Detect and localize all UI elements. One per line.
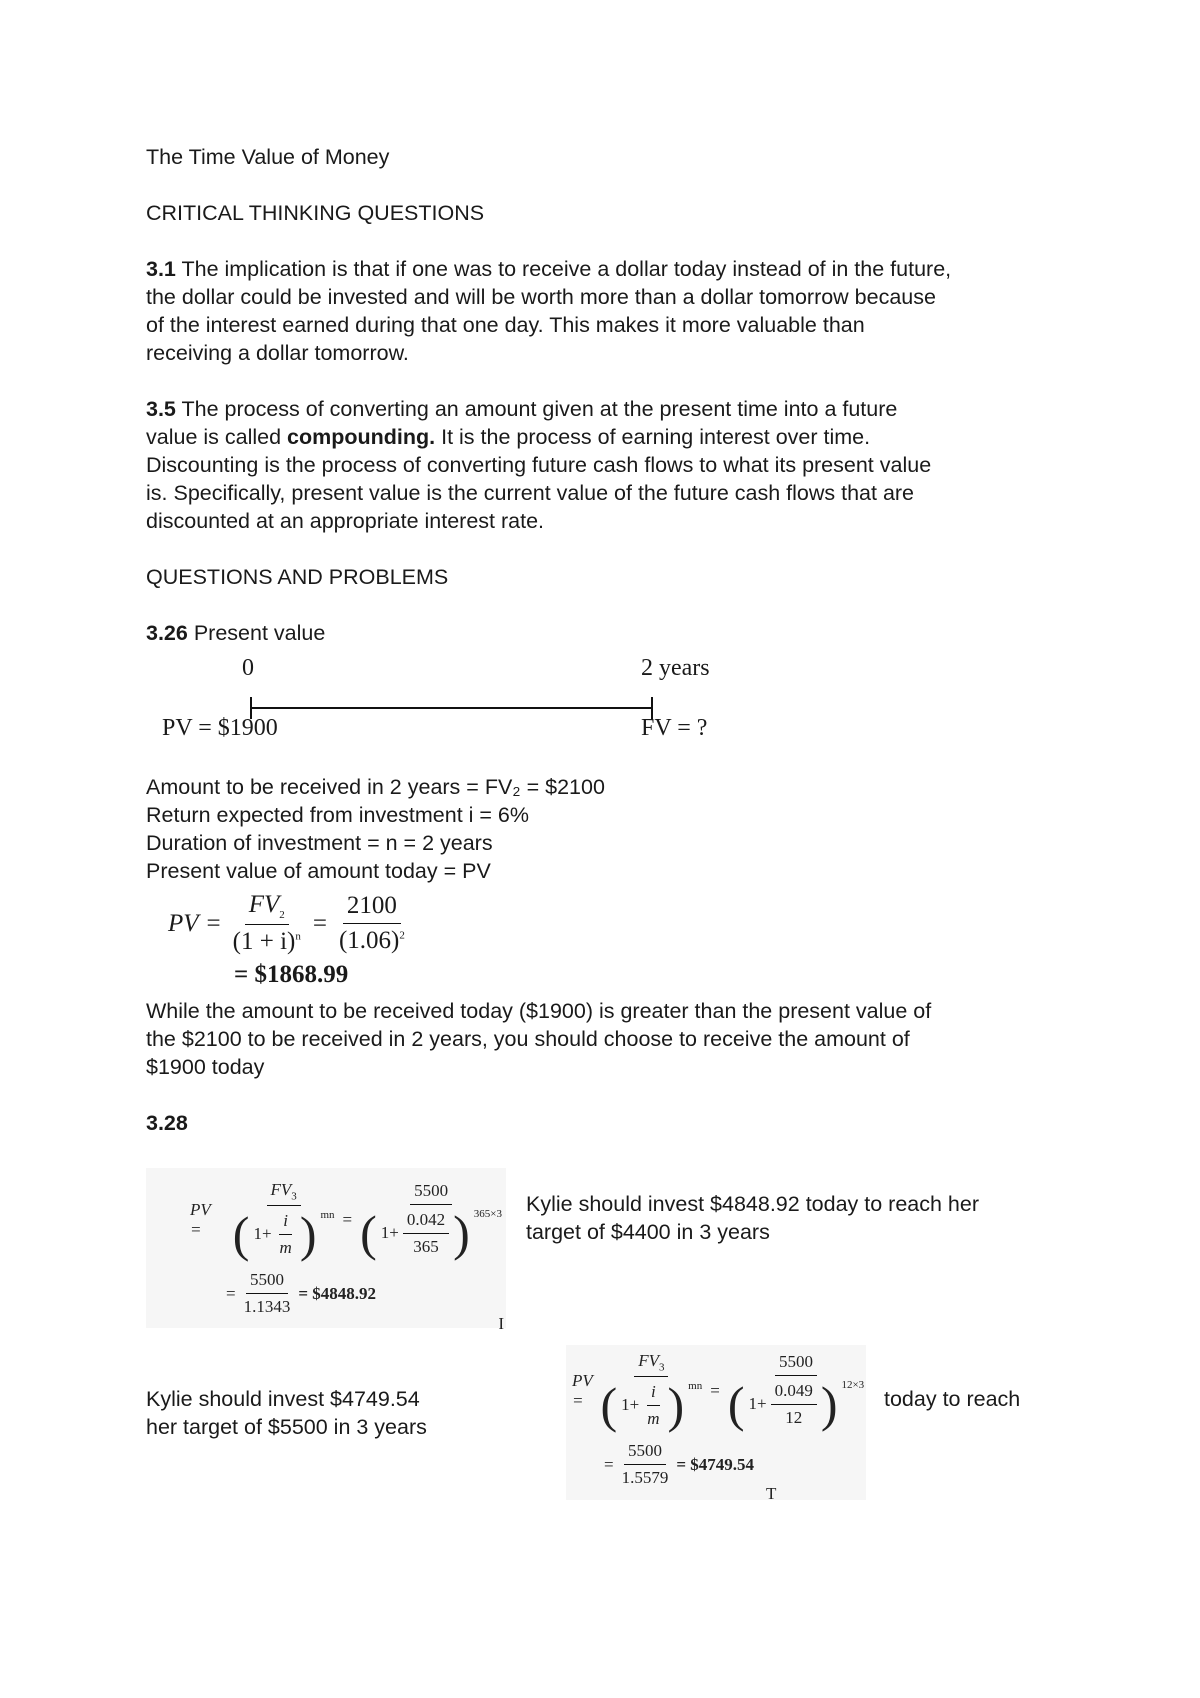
given-line-1: Amount to be received in 2 years = FV₂ = $2100 bbox=[146, 775, 605, 799]
problem-3-28-number: 3.28 bbox=[146, 1111, 188, 1135]
timeline-pv-label: PV = $1900 bbox=[162, 715, 278, 741]
kylie-monthly-right-text: today to reach bbox=[884, 1387, 1021, 1411]
kylie-monthly-line-2: her target of $5500 in 3 years bbox=[146, 1415, 427, 1439]
compounding-term: compounding. bbox=[287, 425, 436, 449]
formula-result: = $1868.99 bbox=[234, 961, 349, 988]
answer-3-5-line3: Discounting is the process of converting future cash flows to what its present value bbox=[146, 453, 932, 477]
problem-3-28-heading bbox=[146, 1109, 1066, 1137]
formula-fraction-general: $\frac{FV_2}{(1 + i)^n}$ bbox=[232, 891, 301, 955]
conclusion-line-2: the $2100 to be received in 2 years, you should choose to receive the amount of bbox=[146, 1027, 910, 1051]
cursor-mark-a: I bbox=[498, 1314, 504, 1333]
answer-3-5-line5: discounted at an appropriate interest rate. bbox=[146, 509, 545, 533]
formula-fraction-values: $\frac{2100}{(1.06)^2}$ bbox=[338, 892, 405, 954]
pv-formula-3-26 bbox=[168, 885, 1066, 997]
answer-3-5-line4: is. Specifically, present value is the current value of the future cash flows that are bbox=[146, 481, 915, 505]
kylie-daily-line-2: target of $4400 in 3 years bbox=[526, 1220, 770, 1244]
timeline-fv-label: FV = ? bbox=[641, 715, 708, 741]
timeline-end-label: 2 years bbox=[641, 655, 710, 681]
conclusion-line-3: $1900 today bbox=[146, 1055, 265, 1079]
formula-image-daily: PV = $FV_3$ ( 1+ $\frac{i}{m}$ ) $^{mn}$ = 5500 ( 1+ $\frac{0.042}{365}$ ) $^{365\times 3}$ = $\frac{5500}{1.1343}$ = $4848.92 I bbox=[146, 1168, 506, 1328]
cursor-mark-b: T bbox=[766, 1484, 777, 1503]
formula-lhs: PV bbox=[168, 909, 199, 937]
given-line-2: Return expected from investment i = 6% bbox=[146, 803, 530, 827]
document-page bbox=[146, 143, 1066, 1137]
answer-3-1-line1: 3.1 The implication is that if one was to receive a dollar today instead of in the future, bbox=[146, 257, 952, 281]
section-heading-problems: QUESTIONS AND PROBLEMS bbox=[146, 565, 449, 589]
given-line-3: Duration of investment = n = 2 years bbox=[146, 831, 493, 855]
doc-title: The Time Value of Money bbox=[146, 145, 390, 169]
problem-3-26-number: 3.26 bbox=[146, 621, 188, 645]
formula-equals-2: = bbox=[312, 909, 327, 937]
answer-3-1-number: 3.1 bbox=[146, 257, 176, 281]
kylie-daily-line-1: Kylie should invest $4848.92 today to reach her bbox=[526, 1192, 979, 1216]
timeline-diagram bbox=[146, 655, 1066, 773]
answer-3-1-line4: receiving a dollar tomorrow. bbox=[146, 341, 409, 365]
conclusion-line-1: While the amount to be received today ($1900) is greater than the present value of bbox=[146, 999, 932, 1023]
problem-3-26-heading: 3.26 Present value bbox=[146, 621, 326, 645]
timeline-start-label: 0 bbox=[242, 655, 254, 681]
given-line-4: Present value of amount today = PV bbox=[146, 859, 491, 883]
answer-3-1-line2: the dollar could be invested and will be worth more than a dollar tomorrow because bbox=[146, 285, 936, 309]
kylie-monthly-line-1: Kylie should invest $4749.54 bbox=[146, 1387, 420, 1411]
answer-3-1-line3: of the interest earned during that one day. This makes it more valuable than bbox=[146, 313, 865, 337]
answer-3-5-line2: value is called compounding. It is the process of earning interest over time. bbox=[146, 425, 871, 449]
formula-equals-1: = bbox=[206, 909, 221, 937]
section-heading-critical: CRITICAL THINKING QUESTIONS bbox=[146, 201, 485, 225]
formula-image-monthly: PV = $FV_3$ ( 1+ $\frac{i}{m}$ ) $^{mn}$ = 5500 ( 1+ $\frac{0.049}{12}$ ) $^{12\times 3}$ = $\frac{5500}{1.5579}$ = $4749.54 T bbox=[566, 1345, 866, 1500]
answer-3-5-number: 3.5 bbox=[146, 397, 176, 421]
answer-3-5-line1: 3.5 The process of converting an amount given at the present time into a future bbox=[146, 397, 898, 421]
timeline-line bbox=[251, 707, 652, 709]
